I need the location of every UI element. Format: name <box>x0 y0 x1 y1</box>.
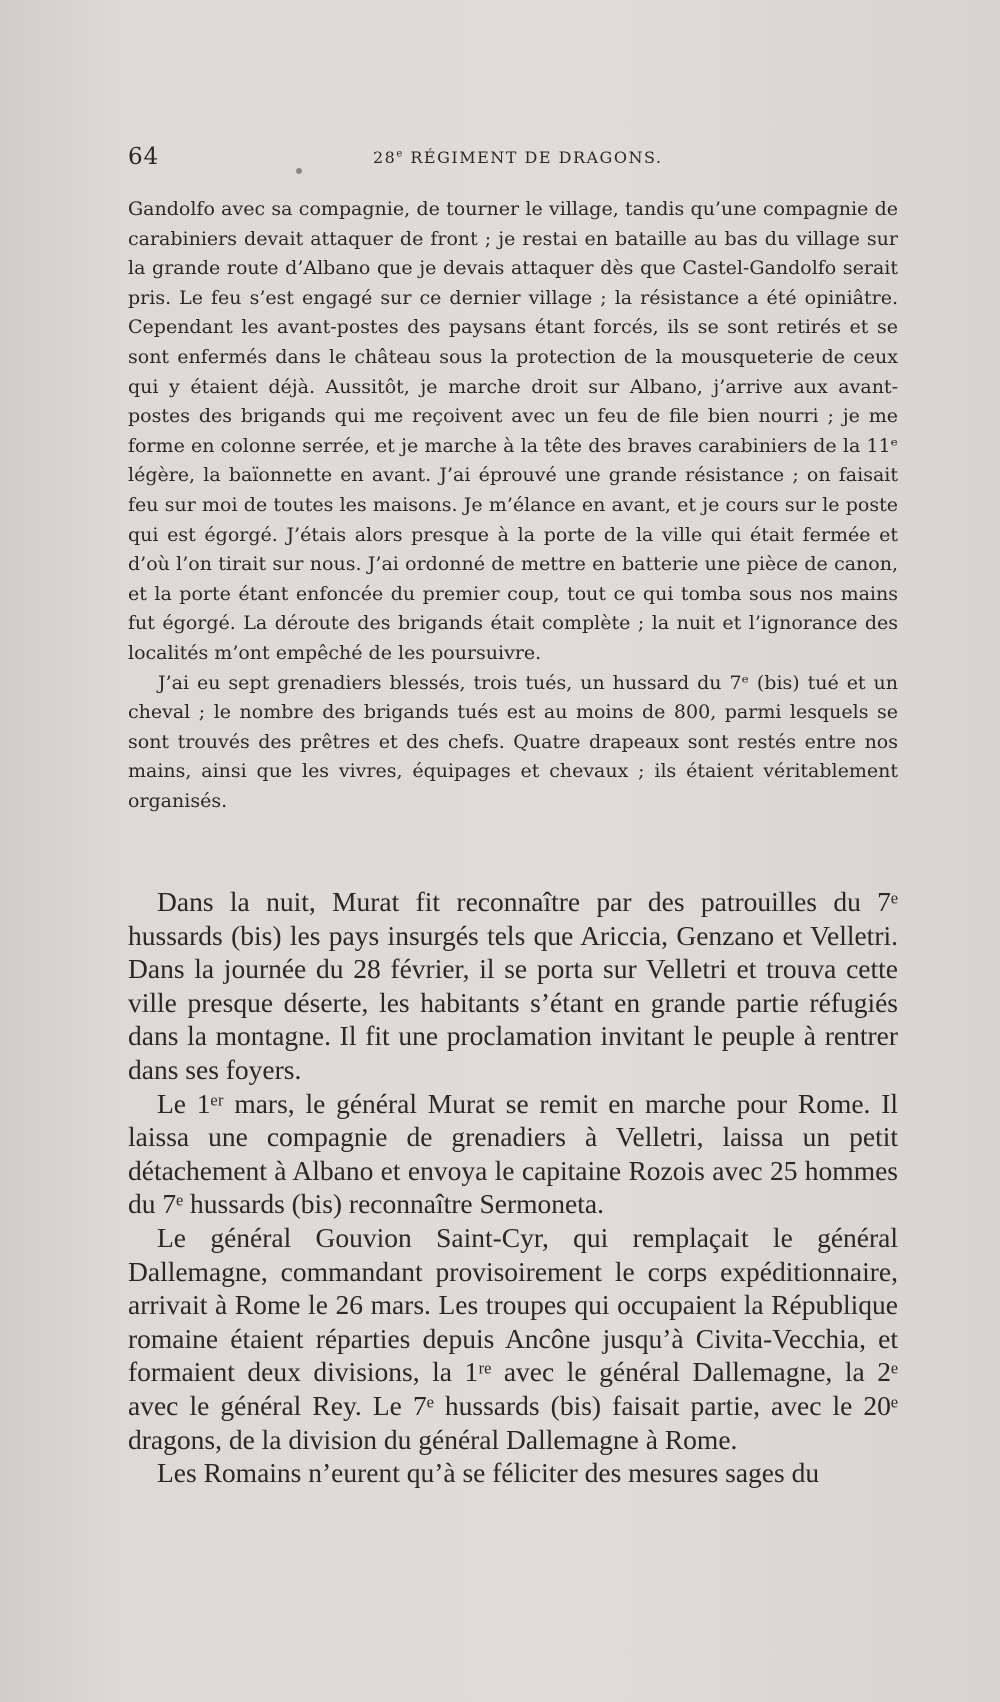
running-title-text: RÉGIMENT DE DRAGONS. <box>403 148 663 167</box>
quote-paragraph: J’ai eu sept grenadiers blessés, trois tués, un hussard du 7ᵉ (bis) tué et un cheval ; le nombre des brigands tués est au moins de 800, parmi lesquels se sont trouvés des prêtres et des chefs. Quatre drapeaux sont restés entre nos mains, ainsi que les vivres, équipages et chevaux ; ils étaient véritablement organisés. <box>128 671 898 812</box>
running-title <box>373 148 662 167</box>
body-paragraph: Dans la nuit, Murat fit reconnaître par des patrouilles du 7ᵉ hussards (bis) les pays insurgés tels que Ariccia, Genzano et Velletri. Dans la journée du 28 février, il se porta sur Velletri et trouva cette ville presque déserte, les habitants s’étant en grande partie réfugiés dans la montagne. Il fit une proclamation invitant le peuple à rentrer dans ses foyers. <box>128 886 898 1085</box>
page-number: 64 <box>128 144 160 170</box>
quoted-report <box>128 195 898 816</box>
running-title-superscript: e <box>396 148 404 160</box>
running-title-number: 28 <box>373 148 397 167</box>
body-paragraph: Le général Gouvion Saint-Cyr, qui remplaçait le général Dallemagne, commandant provisoirement le corps expéditionnaire, arrivait à Rome le 26 mars. Les troupes qui occupaient la République romaine étaient réparties depuis Ancône jusqu’à Civita-Vecchia, et formaient deux divisions, la 1ʳᵉ avec le général Dallemagne, la 2ᵉ avec le général Rey. Le 7ᵉ hussards (bis) faisait partie, avec le 20ᵉ dragons, de la division du général Dallemagne à Rome. <box>128 1221 898 1455</box>
page-header <box>128 144 898 174</box>
quote-paragraph: Gandolfo avec sa compagnie, de tourner le village, tandis qu’une compagnie de carabiniers devait attaquer de front ; je restai en bataille au bas du village sur la grande route d’Albano que je devais attaquer dès que Castel-Gandolfo serait pris. Le feu s’est engagé sur ce dernier village ; la résistance a été opiniâtre. Cependant les avant-postes des paysans étant forcés, ils se sont retirés et se sont enfermés dans le château sous la protection de la mousqueterie de ceux qui y étaient déjà. Aussitôt, je marche droit sur Albano, j’arrive aux avant-postes des brigands qui me reçoivent avec un feu de file bien nourri ; je me forme en colonne serrée, et je marche à la tête des braves carabiniers de la 11ᵉ légère, la baïonnette en avant. J’ai éprouvé une grande résistance ; on faisait feu sur moi de toutes les maisons. Je m’élance en avant, et je cours sur le poste qui est égorgé. J’étais alors presque à la porte de la ville qui était fermée et d’où l’on tirait sur nous. J’ai ordonné de mettre en batterie une pièce de canon, et la porte étant enfoncée du premier coup, tout ce qui tomba sous nos mains fut égorgé. La déroute des brigands était complète ; la nuit et l’ignorance des localités m’ont empêché de les poursuivre. <box>128 198 898 664</box>
body-paragraph: Le 1ᵉʳ mars, le général Murat se remit en marche pour Rome. Il laissa une compagnie de grenadiers à Velletri, laissa un petit détachement à Albano et envoya le capitaine Rozois avec 25 hommes du 7ᵉ hussards (bis) reconnaître Sermoneta. <box>128 1087 898 1220</box>
body-text <box>128 885 898 1490</box>
body-paragraph: Les Romains n’eurent qu’à se féliciter des mesures sages du <box>157 1457 820 1489</box>
print-speck <box>296 168 302 174</box>
